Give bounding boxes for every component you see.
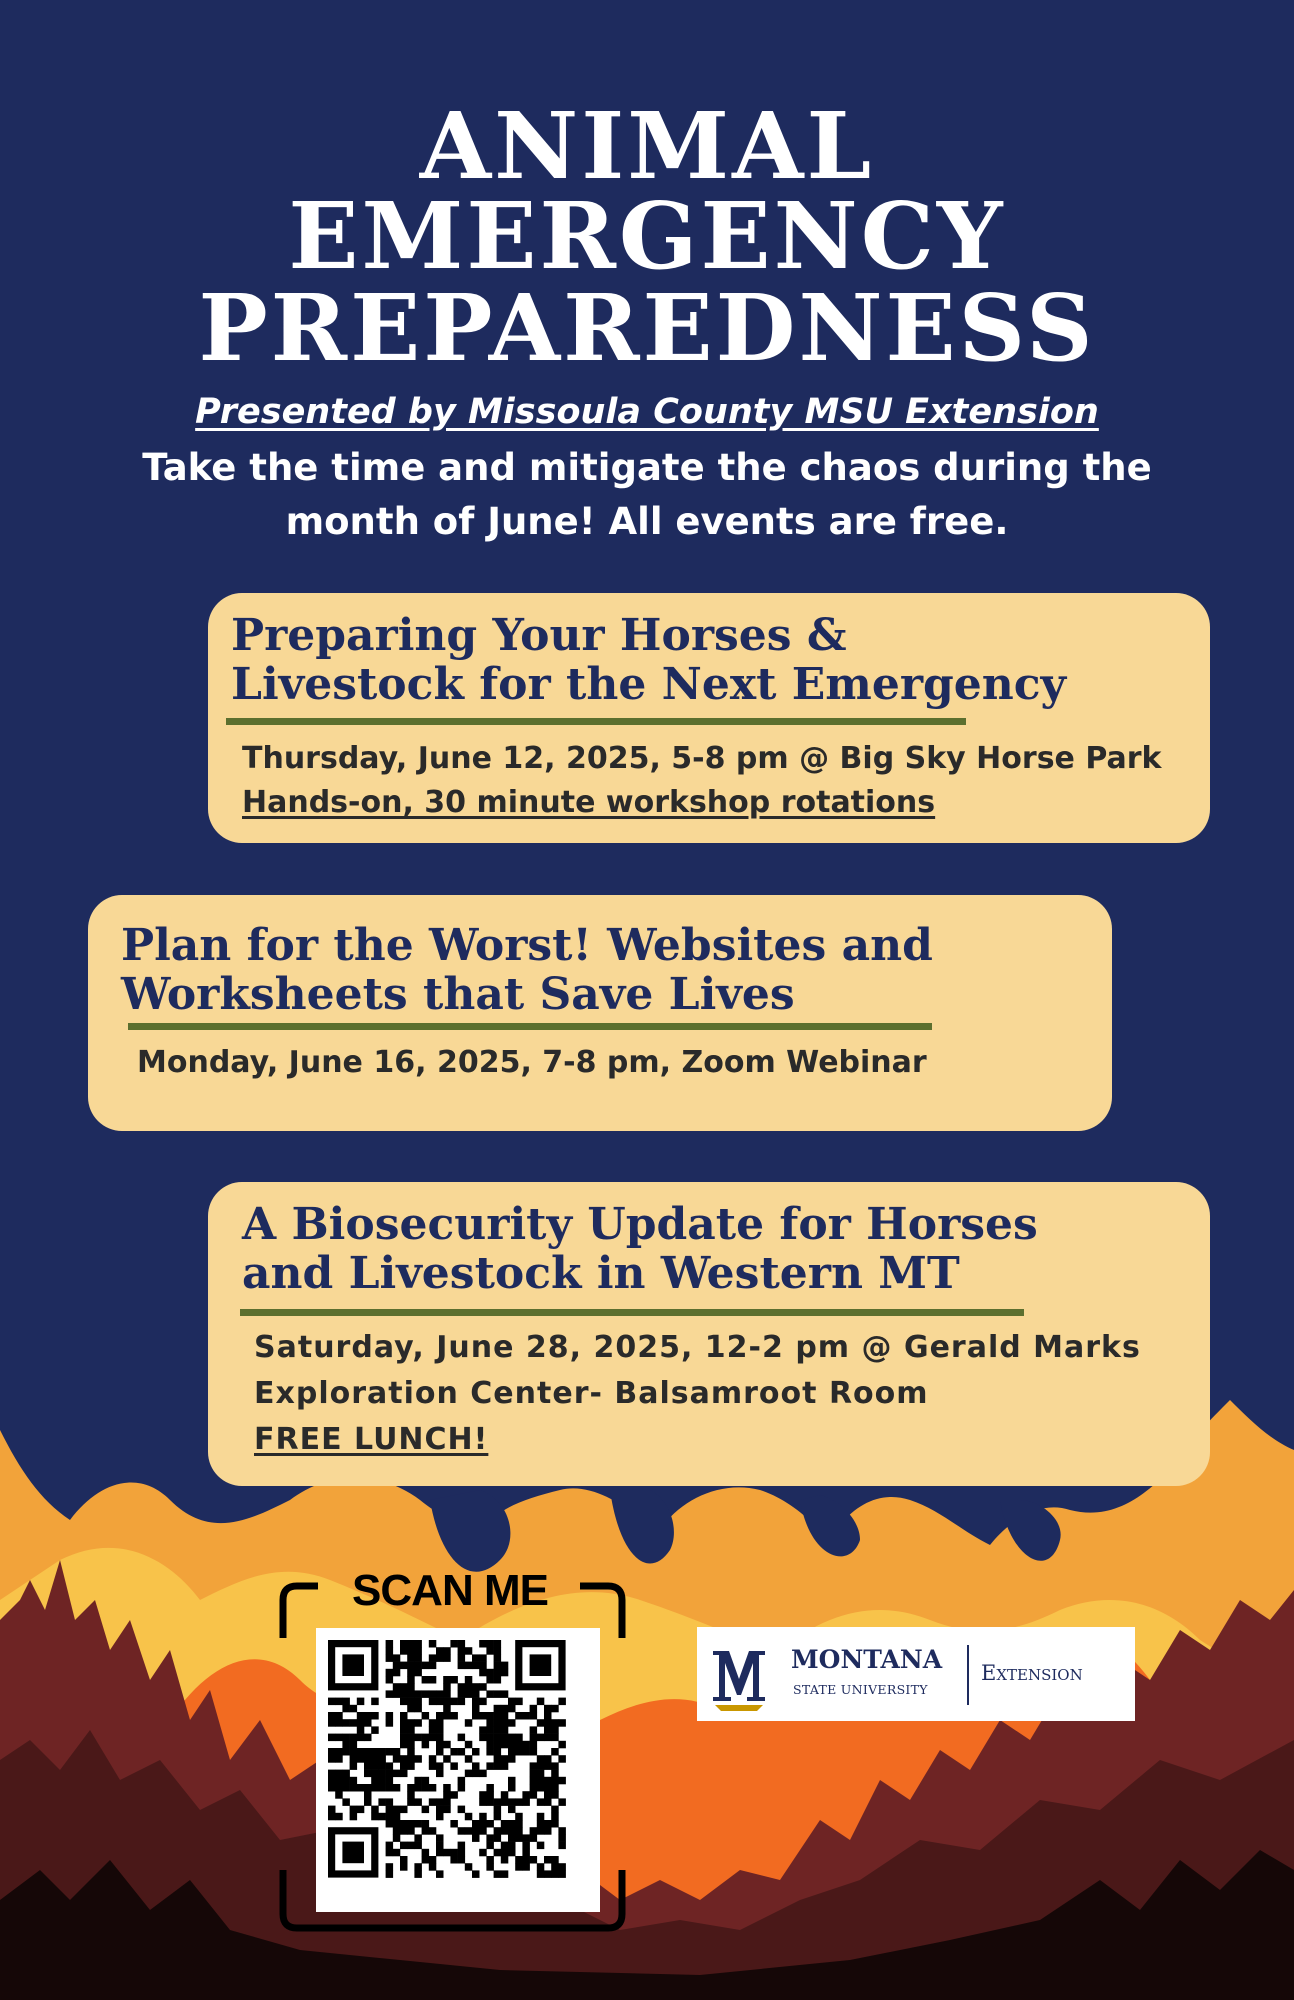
event-location: Exploration Center- Balsamroot Room bbox=[254, 1376, 929, 1411]
title-underline bbox=[226, 718, 966, 725]
intro-line-2: month of June! All events are free. bbox=[285, 500, 1009, 543]
event-note: Hands-on, 30 minute workshop rotations bbox=[242, 785, 936, 820]
title-line-1: ANIMAL bbox=[419, 92, 875, 200]
qr-code-graphic bbox=[316, 1628, 600, 1912]
title-underline bbox=[240, 1309, 1024, 1316]
presented-by: Presented by Missoula County MSU Extension bbox=[195, 392, 1099, 432]
msu-subtitle: STATE UNIVERSITY bbox=[793, 1682, 928, 1697]
msu-m-icon bbox=[709, 1641, 769, 1711]
title-line-2: EMERGENCY bbox=[288, 182, 1006, 290]
event-title-line: Livestock for the Next Emergency bbox=[231, 659, 1067, 710]
scan-me-label: SCAN ME bbox=[352, 1566, 548, 1615]
logo-divider bbox=[967, 1645, 969, 1705]
event-title-line: Worksheets that Save Lives bbox=[121, 969, 795, 1020]
event-card-2 bbox=[88, 895, 1112, 1131]
event-title-line: Plan for the Worst! Websites and bbox=[121, 920, 933, 971]
event-card-1 bbox=[208, 593, 1210, 843]
extension-label: Extension bbox=[981, 1661, 1083, 1685]
qr-code[interactable] bbox=[316, 1628, 600, 1912]
title-line-3: PREPAREDNESS bbox=[198, 274, 1096, 382]
event-card-3 bbox=[208, 1182, 1210, 1486]
msu-extension-logo bbox=[697, 1627, 1135, 1721]
event-title-line: A Biosecurity Update for Horses bbox=[242, 1199, 1038, 1250]
title-underline bbox=[128, 1023, 932, 1030]
event-date: Thursday, June 12, 2025, 5-8 pm @ Big Sky Horse Park bbox=[242, 741, 1162, 776]
event-date: Monday, June 16, 2025, 7-8 pm, Zoom Webinar bbox=[137, 1045, 927, 1080]
event-title-line: and Livestock in Western MT bbox=[242, 1248, 960, 1299]
event-date: Saturday, June 28, 2025, 12-2 pm @ Gerald Marks bbox=[254, 1330, 1141, 1365]
event-title-line: Preparing Your Horses & bbox=[231, 610, 847, 661]
intro-line-1: Take the time and mitigate the chaos during the bbox=[142, 446, 1152, 489]
msu-name: MONTANA bbox=[791, 1645, 943, 1674]
event-note: FREE LUNCH! bbox=[254, 1422, 489, 1457]
